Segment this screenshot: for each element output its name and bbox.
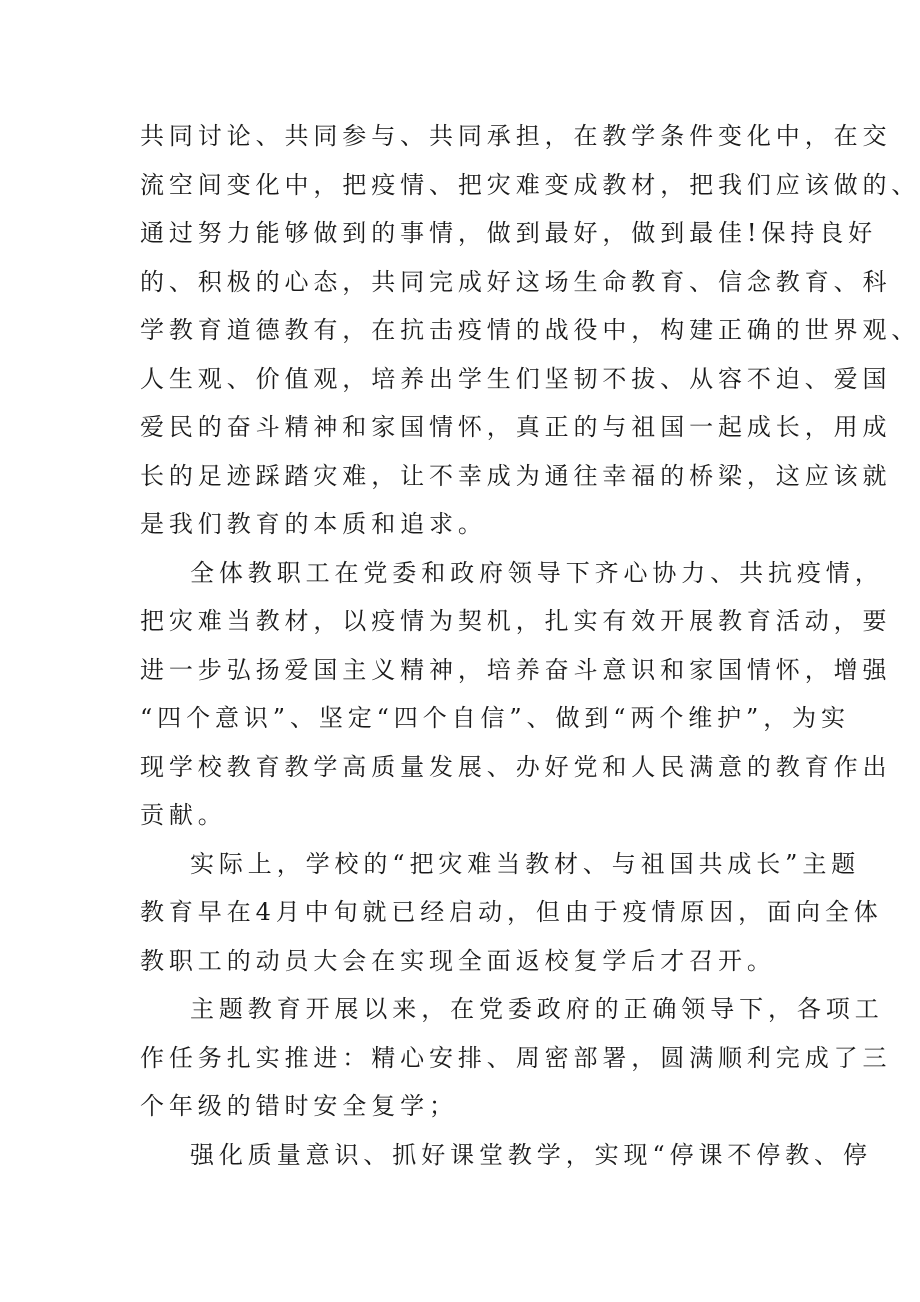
text-line: 通过努力能够做到的事情，做到最好，做到最佳!保持良好: [140, 219, 878, 247]
text-line: 学教育道德教有，在抗击疫情的战役中，构建正确的世界观、: [140, 316, 920, 344]
text-line: 长的足迹踩踏灾难，让不幸成为通往幸福的桥梁，这应该就: [140, 461, 892, 490]
text-line: 把灾难当教材，以疫情为契机，扎实有效开展教育活动，要: [140, 607, 892, 635]
text-line: 个年级的错时安全复学；: [140, 1092, 458, 1120]
text-line: 教育早在4月中旬就已经启动，但由于疫情原因，面向全体: [140, 898, 883, 926]
text-line: “四个意识”、坚定“四个自信”、做到“两个维护”，为实: [140, 704, 850, 732]
text-line: 爱民的奋斗精神和家国情怀，真正的与祖国一起成长，用成: [140, 413, 892, 441]
text-line: 的、积极的心态，共同完成好这场生命教育、信念教育、科: [140, 267, 892, 296]
text-line: 共同讨论、共同参与、共同承担，在教学条件变化中，在交: [140, 122, 892, 150]
paragraph-start-line: 主题教育开展以来，在党委政府的正确领导下，各项工: [190, 995, 884, 1023]
paragraph-start-line: 全体教职工在党委和政府领导下齐心协力、共抗疫情，: [190, 558, 884, 587]
text-line: 贡献。: [140, 801, 227, 829]
paragraph-start-line: 强化质量意识、抓好课堂教学，实现“停课不停教、停: [190, 1140, 872, 1169]
text-line: 现学校教育教学高质量发展、办好党和人民满意的教育作出: [140, 752, 892, 781]
text-line: 进一步弘扬爱国主义精神，培养奋斗意识和家国情怀，增强: [140, 655, 892, 684]
text-line: 流空间变化中，把疫情、把灾难变成教材，把我们应该做的、: [140, 170, 920, 199]
document-body: [140, 112, 920, 1179]
paragraph-start-line: 实际上，学校的“把灾难当教材、与祖国共成长”主题: [190, 849, 861, 878]
text-line: 人生观、价值观，培养出学生们坚韧不拔、从容不迫、爱国: [140, 364, 892, 393]
text-line: 教职工的动员大会在实现全面返校复学后才召开。: [140, 946, 776, 975]
text-line: 是我们教育的本质和追求。: [140, 510, 487, 538]
text-line: 作任务扎实推进：精心安排、周密部署，圆满顺利完成了三: [140, 1043, 892, 1072]
